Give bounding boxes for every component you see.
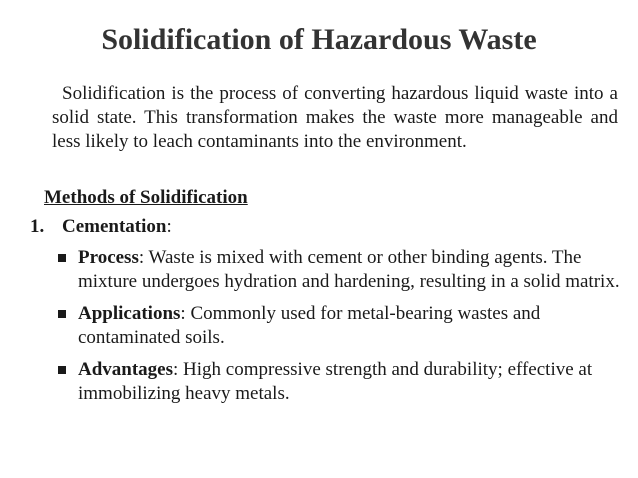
square-bullet-icon — [58, 254, 66, 262]
method-name: Cementation — [62, 216, 167, 237]
list-item-applications — [54, 302, 624, 350]
method-details-list — [54, 246, 624, 414]
square-bullet-icon — [58, 310, 66, 318]
square-bullet-icon — [58, 366, 66, 374]
bullet-text: : Commonly used for metal-bearing wastes and contaminated soils. — [78, 303, 541, 348]
method-item-cementation — [30, 215, 172, 239]
bullet-text: : High compressive strength and durability; effective at immobilizing heavy metals. — [78, 359, 593, 404]
list-item-advantages — [54, 358, 624, 406]
slide-title: Solidification of Hazardous Waste — [101, 23, 537, 56]
bullet-label: Advantages — [78, 359, 174, 380]
method-suffix: : — [166, 216, 172, 237]
bullet-text: : Waste is mixed with cement or other binding agents. The mixture undergoes hydration and hardening, resulting in a solid matrix. — [78, 247, 620, 292]
method-number: 1. — [30, 216, 45, 237]
bullet-label: Process — [78, 247, 139, 268]
methods-heading: Methods of Solidification — [44, 187, 248, 208]
bullet-label: Applications — [78, 303, 181, 324]
list-item-process — [54, 246, 624, 294]
intro-paragraph: Solidification is the process of converting hazardous liquid waste into a solid state. This transformation makes the waste more manageable and less likely to leach contaminants into the environment. — [52, 83, 618, 152]
